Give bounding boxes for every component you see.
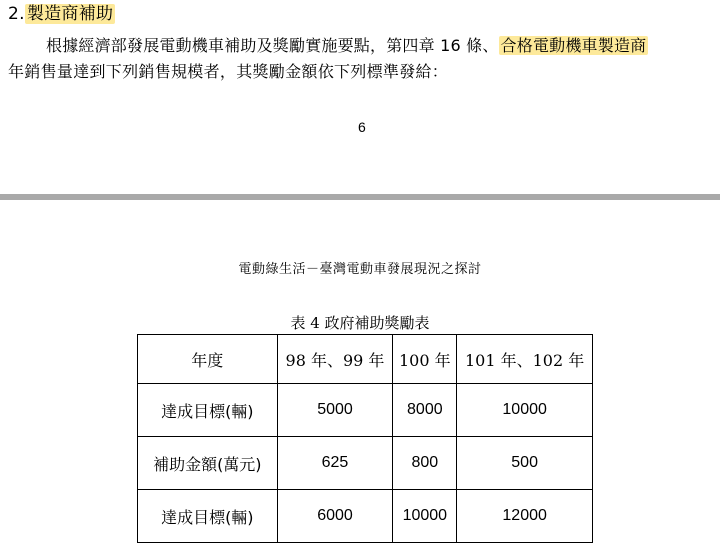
table-caption: 表 4 政府補助獎勵表 xyxy=(290,314,430,332)
document-page-7 xyxy=(0,200,720,527)
table-cell: 10000 xyxy=(457,384,593,437)
paragraph-text: 根據經濟部發展電動機車補助及獎勵實施要點，第四章 16 條、 xyxy=(46,36,499,55)
table-row xyxy=(138,490,593,543)
table-header-cell: 101 年、102 年 xyxy=(457,335,593,384)
table-cell: 10000 xyxy=(393,490,457,543)
table-header-row xyxy=(138,335,593,384)
table-cell: 5000 xyxy=(277,384,393,437)
table-header-cell: 98 年、99 年 xyxy=(277,335,393,384)
table-row-label: 達成目標(輛) xyxy=(138,490,278,543)
table-cell: 8000 xyxy=(393,384,457,437)
section-number: 2. xyxy=(8,4,25,24)
table-row-label: 補助金額(萬元) xyxy=(138,437,278,490)
paragraph-line-1 xyxy=(46,34,648,58)
paragraph-highlight: 合格電動機車製造商 xyxy=(500,36,647,55)
table-header-cell: 100 年 xyxy=(393,335,457,384)
table-cell: 12000 xyxy=(457,490,593,543)
table-header-cell: 年度 xyxy=(138,335,278,384)
table-row xyxy=(138,437,593,490)
section-title-highlighted: 製造商補助 xyxy=(26,4,114,24)
section-heading xyxy=(8,2,115,26)
running-header: 電動綠生活－臺灣電動車發展現況之探討 xyxy=(238,262,482,277)
subsidy-table xyxy=(137,334,593,543)
paragraph-line-2: 年銷售量達到下列銷售規模者，其獎勵金額依下列標準發給： xyxy=(8,62,449,81)
table-cell: 500 xyxy=(457,437,593,490)
table-cell: 800 xyxy=(393,437,457,490)
table-cell: 625 xyxy=(277,437,393,490)
table-row-label: 達成目標(輛) xyxy=(138,384,278,437)
table-row xyxy=(138,384,593,437)
table-cell: 6000 xyxy=(277,490,393,543)
page-number: 6 xyxy=(358,119,366,135)
document-page-6 xyxy=(0,0,720,194)
